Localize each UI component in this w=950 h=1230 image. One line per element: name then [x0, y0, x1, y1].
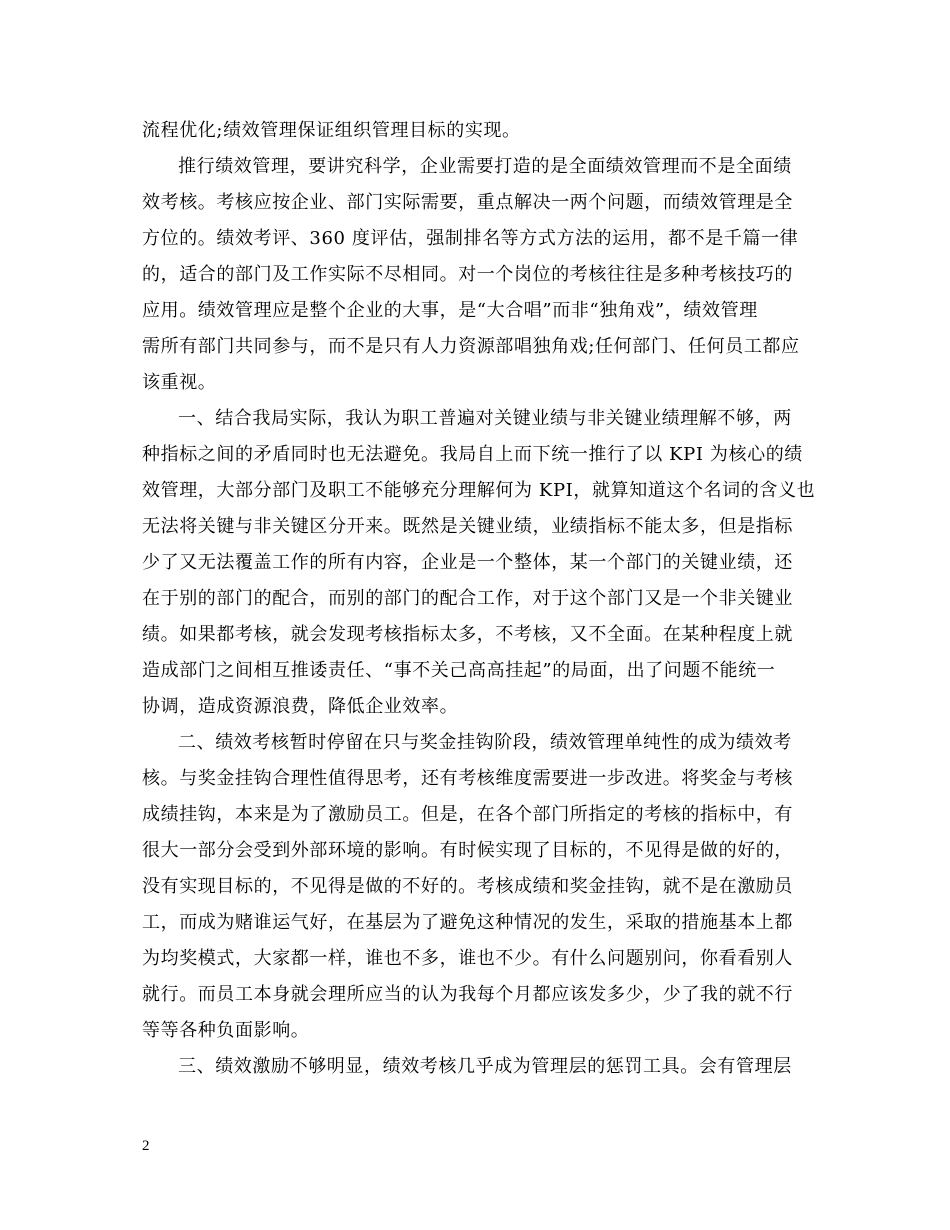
text-line: 造成部门之间相互推诿责任、“事不关己高高挂起”的局面，出了问题不能统一 [142, 660, 776, 681]
text-line: 在于别的部门的配合，而别的部门的配合工作，对于这个部门又是一个非关键业 [142, 588, 793, 609]
page-number: 2 [142, 1138, 150, 1154]
text-line: 的，适合的部门及工作实际不尽相同。对一个岗位的考核往往是多种考核技巧的 [142, 264, 793, 285]
body-text [142, 113, 814, 1085]
text-line: 方位的。绩效考评、360 度评估，强制排名等方式方法的运用，都不是千篇一律 [142, 228, 799, 249]
text-line: 效考核。考核应按企业、部门实际需要，重点解决一两个问题，而绩效管理是全 [142, 192, 793, 213]
text-line: 等等各种负面影响。 [142, 1020, 310, 1041]
text-line: 需所有部门共同参与，而不是只有人力资源部唱独角戏;任何部门、任何员工都应 [142, 336, 800, 357]
text-line: 就行。而员工本身就会理所应当的认为我每个月都应该发多少，少了我的就不行 [142, 984, 793, 1005]
text-line: 流程优化;绩效管理保证组织管理目标的实现。 [142, 120, 521, 141]
text-line: 核。与奖金挂钩合理性值得思考，还有考核维度需要进一步改进。将奖金与考核 [142, 768, 793, 789]
paragraph-first-line: 三、绩效激励不够明显，绩效考核几乎成为管理层的惩罚工具。会有管理层 [178, 1056, 792, 1077]
text-line: 绩。如果都考核，就会发现考核指标太多，不考核，又不全面。在某种程度上就 [142, 624, 793, 645]
paragraph-first-line: 一、结合我局实际，我认为职工普遍对关键业绩与非关键业绩理解不够，两 [178, 408, 792, 429]
text-line: 协调，造成资源浪费，降低企业效率。 [142, 696, 459, 717]
text-line: 效管理，大部分部门及职工不能够充分理解何为 KPI，就算知道这个名词的含义也 [142, 480, 816, 501]
text-line: 很大一部分会受到外部环境的影响。有时候实现了目标的，不见得是做的好的， [142, 840, 793, 861]
text-line: 少了又无法覆盖工作的所有内容，企业是一个整体，某一个部门的关键业绩，还 [142, 552, 793, 573]
paragraph-first-line: 二、绩效考核暂时停留在只与奖金挂钩阶段，绩效管理单纯性的成为绩效考 [178, 732, 792, 753]
text-line: 无法将关键与非关键区分开来。既然是关键业绩，业绩指标不能太多，但是指标 [142, 516, 793, 537]
text-line: 成绩挂钩，本来是为了激励员工。但是，在各个部门所指定的考核的指标中，有 [142, 804, 793, 825]
text-line: 工，而成为赌谁运气好，在基层为了避免这种情况的发生，采取的措施基本上都 [142, 912, 793, 933]
text-line: 应用。绩效管理应是整个企业的大事，是“大合唱”而非“独角戏”，绩效管理 [142, 300, 758, 321]
text-line: 该重视。 [142, 372, 217, 393]
paragraph-first-line: 推行绩效管理，要讲究科学，企业需要打造的是全面绩效管理而不是全面绩 [178, 156, 792, 177]
text-line: 没有实现目标的，不见得是做的不好的。考核成绩和奖金挂钩，就不是在激励员 [142, 876, 793, 897]
text-line: 种指标之间的矛盾同时也无法避免。我局自上而下统一推行了以 KPI 为核心的绩 [142, 444, 803, 465]
text-line: 为均奖模式，大家都一样，谁也不多，谁也不少。有什么问题别问，你看看别人 [142, 948, 793, 969]
